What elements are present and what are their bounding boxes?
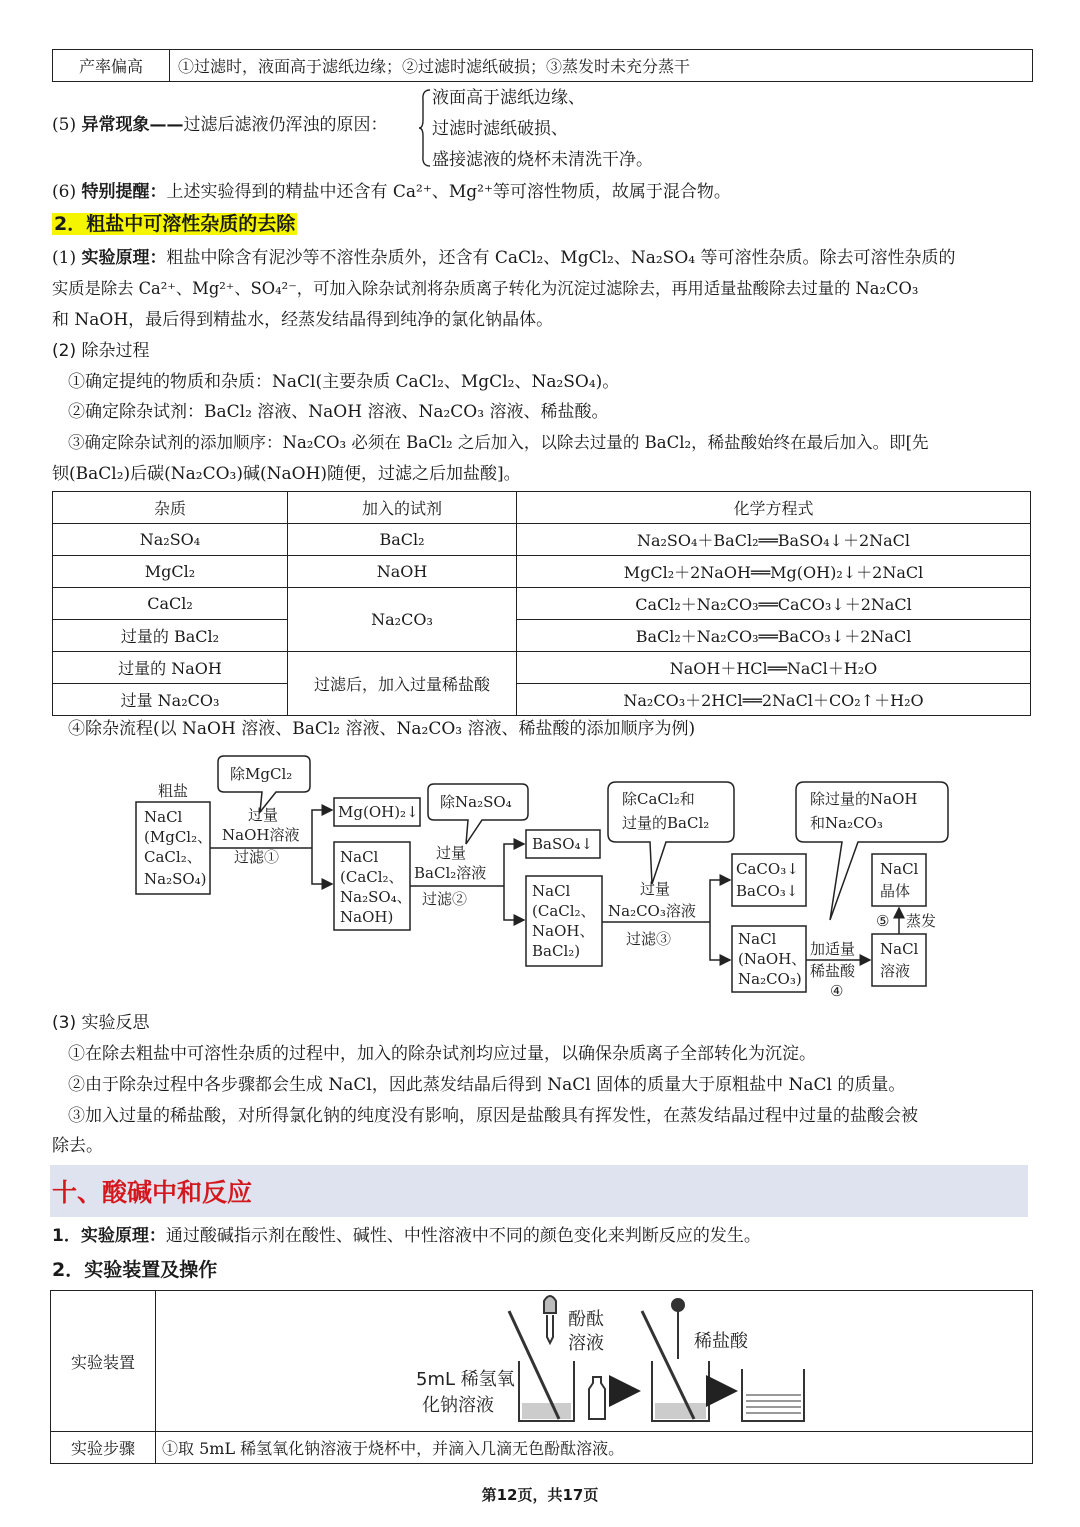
- principle2-text: 通过酸碱指示剂在酸性、碱性、中性溶液中不同的颜色变化来判断反应的发生。: [165, 1226, 761, 1246]
- flow-text: 除过量的NaOH: [810, 790, 918, 808]
- flow-text: 过量的BaCl₂: [622, 814, 710, 832]
- app-text: 稀盐酸: [694, 1331, 748, 1352]
- impurity-cell: 过量的 NaOH: [53, 652, 288, 684]
- flow-text: BaCl₂溶液: [414, 864, 487, 882]
- flow-text: NaOH、: [532, 922, 595, 940]
- principle2-line: [52, 1224, 761, 1248]
- flow-text: ⑤: [876, 912, 890, 930]
- s6-title: 特别提醒：: [81, 182, 167, 202]
- s5-prefix: (5): [52, 115, 77, 135]
- flow-text: 粗盐: [158, 782, 189, 800]
- flow-text: NaCl: [880, 940, 919, 958]
- equation-cell: BaCl₂＋Na₂CO₃══BaCO₃↓＋2NaCl: [517, 620, 1031, 652]
- brace-icon: [418, 88, 432, 168]
- flow-caption: ④除杂流程(以 NaOH 溶液、BaCl₂ 溶液、Na₂CO₃ 溶液、稀盐酸的添加顺序为例): [68, 719, 696, 739]
- process-item-3b: 钡(BaCl₂)后碳(Na₂CO₃)碱(NaOH)随便，过滤之后加盐酸]。: [52, 464, 521, 484]
- flow-text: NaOH溶液: [222, 826, 300, 844]
- apparatus-illustration: [164, 1291, 1024, 1427]
- flow-text: BaSO₄↓: [532, 835, 594, 853]
- reflection-item-3b: 除去。: [52, 1136, 103, 1156]
- equation-cell: CaCl₂＋Na₂CO₃══CaCO₃↓＋2NaCl: [517, 588, 1031, 620]
- app-text: 溶液: [568, 1333, 604, 1354]
- flow-text: 蒸发: [906, 912, 937, 930]
- flow-text: 过滤③: [626, 930, 672, 948]
- page-footer: 第12页，共17页: [481, 1486, 599, 1504]
- apparatus-image-cell: [156, 1291, 1033, 1432]
- principle2-title: 1．实验原理：: [52, 1226, 166, 1246]
- flow-text: 除MgCl₂: [230, 765, 293, 783]
- s6-line: [52, 180, 731, 204]
- flow-text: (CaCl₂、: [532, 902, 596, 920]
- flow-text: BaCl₂): [532, 942, 581, 960]
- table-row: [53, 684, 1031, 716]
- principle-prefix: (1): [52, 248, 77, 268]
- flow-text: 和Na₂CO₃: [810, 814, 883, 832]
- equation-cell: Na₂SO₄＋BaCl₂══BaSO₄↓＋2NaCl: [517, 524, 1031, 556]
- dropper-icon: [544, 1296, 556, 1313]
- app-text: 化钠溶液: [422, 1395, 494, 1416]
- flow-text: 加适量: [810, 940, 856, 958]
- app-text: 5mL 稀氢氧: [416, 1369, 515, 1390]
- flow-text: CaCl₂、: [144, 848, 202, 866]
- flow-text: ④: [830, 982, 844, 1000]
- s5-reason-1: 液面高于滤纸边缘、: [432, 88, 585, 108]
- flow-text: (MgCl₂、: [144, 828, 213, 846]
- principle-text-1: 粗盐中除含有泥沙等不溶性杂质外，还含有 CaCl₂、MgCl₂、Na₂SO₄ 等可溶性杂质。除去可溶性杂质的: [166, 248, 956, 268]
- flow-text: NaCl: [144, 808, 183, 826]
- step-label: 实验步骤: [51, 1432, 156, 1464]
- col-header-impurity: 杂质: [53, 492, 288, 524]
- flow-text: 过滤②: [422, 890, 468, 908]
- flow-text: 过滤①: [234, 848, 280, 866]
- process-item-2: ②确定除杂试剂：BaCl₂ 溶液、NaOH 溶液、Na₂CO₃ 溶液、稀盐酸。: [68, 402, 609, 422]
- flow-text: NaCl: [340, 848, 379, 866]
- flow-text: NaCl: [738, 930, 777, 948]
- flow-text: Na₂CO₃溶液: [608, 902, 696, 920]
- table-row: [53, 588, 1031, 620]
- s5-text: 过滤后滤液仍浑浊的原因：: [183, 115, 388, 135]
- flow-text: 过量: [248, 806, 279, 824]
- process-item-3a: ③确定除杂试剂的添加顺序：Na₂CO₃ 必须在 BaCl₂ 之后加入，以除去过量的 BaCl₂，稀盐酸始终在最后加入。即[先: [68, 433, 929, 452]
- apparatus-heading: 2．实验装置及操作: [52, 1259, 218, 1281]
- flow-text: NaOH): [340, 908, 394, 926]
- principle-title: 实验原理：: [81, 248, 167, 268]
- chapter-banner: [50, 1165, 1028, 1217]
- reagent-cell: Na₂CO₃: [288, 588, 517, 652]
- flow-text: 过量: [640, 880, 671, 898]
- s5-title: 异常现象——: [81, 115, 184, 135]
- table-row: [53, 524, 1031, 556]
- reflection-item-1: ①在除去粗盐中可溶性杂质的过程中，加入的除杂试剂均应过量，以确保杂质离子全部转化为沉淀。: [68, 1044, 816, 1064]
- flow-text: Na₂SO₄、: [340, 888, 412, 906]
- flow-text: 除Na₂SO₄: [440, 793, 512, 811]
- flow-text: NaCl: [880, 860, 919, 878]
- s5-reason-2: 过滤时滤纸破损、: [432, 119, 568, 139]
- bottle-icon: [589, 1377, 605, 1419]
- impurity-cell: MgCl₂: [53, 556, 288, 588]
- table-row: [53, 556, 1031, 588]
- impurity-cell: 过量的 BaCl₂: [53, 620, 288, 652]
- col-header-equation: 化学方程式: [517, 492, 1031, 524]
- impurity-cell: Na₂SO₄: [53, 524, 288, 556]
- app-text: 酚酞: [568, 1309, 604, 1330]
- apparatus-table: [50, 1290, 1033, 1464]
- flow-text: (CaCl₂、: [340, 868, 404, 886]
- impurity-table: [52, 491, 1031, 716]
- flow-text: Na₂CO₃): [738, 970, 802, 988]
- flow-text: 过量: [436, 844, 467, 862]
- flow-text: (NaOH、: [738, 950, 807, 968]
- s6-prefix: (6): [52, 182, 77, 202]
- reflection-item-2: ②由于除杂过程中各步骤都会生成 NaCl，因此蒸发结晶后得到 NaCl 固体的质量大于原粗盐中 NaCl 的质量。: [68, 1075, 906, 1095]
- yield-table: [52, 49, 1033, 82]
- equation-cell: MgCl₂＋2NaOH══Mg(OH)₂↓＋2NaCl: [517, 556, 1031, 588]
- dropper-bulb-icon: [672, 1299, 684, 1311]
- impurity-cell: CaCl₂: [53, 588, 288, 620]
- reagent-cell: NaOH: [288, 556, 517, 588]
- flow-text: Na₂SO₄): [144, 870, 207, 888]
- chapter-title: 十、酸碱中和反应: [52, 1178, 253, 1207]
- reflection-title: (3) 实验反思: [52, 1013, 150, 1033]
- principle-line-2: 实质是除去 Ca²⁺、Mg²⁺、SO₄²⁻，可加入除杂试剂将杂质离子转化为沉淀过滤除去，再用适量盐酸除去过量的 Na₂CO₃: [52, 279, 919, 298]
- flow-text: 溶液: [880, 962, 911, 980]
- principle-line-1: [52, 246, 955, 270]
- impurity-cell: 过量 Na₂CO₃: [53, 684, 288, 716]
- s6-text: 上述实验得到的精盐中还含有 Ca²⁺、Mg²⁺等可溶性物质，故属于混合物。: [166, 182, 731, 202]
- reagent-cell: 过滤后，加入过量稀盐酸: [288, 652, 517, 716]
- section-heading-text: 2．粗盐中可溶性杂质的去除: [54, 213, 296, 235]
- flow-text: 除CaCl₂和: [622, 790, 695, 808]
- process-item-1: ①确定提纯的物质和杂质：NaCl(主要杂质 CaCl₂、MgCl₂、Na₂SO₄)。: [68, 372, 620, 392]
- purification-flow-diagram: [120, 750, 960, 1000]
- table-row: [53, 620, 1031, 652]
- table-row: [53, 652, 1031, 684]
- flow-text: Mg(OH)₂↓: [338, 803, 419, 821]
- s5-reason-3: 盛接滤液的烧杯未清洗干净。: [432, 150, 653, 170]
- equation-cell: Na₂CO₃＋2HCl══2NaCl＋CO₂↑＋H₂O: [517, 684, 1031, 716]
- section-heading: [52, 210, 297, 239]
- principle-line-3: 和 NaOH，最后得到精盐水，经蒸发结晶得到纯净的氯化钠晶体。: [52, 310, 554, 330]
- reflection-item-3a: ③加入过量的稀盐酸，对所得氯化钠的纯度没有影响，原因是盐酸具有挥发性，在蒸发结晶过程中过量的盐酸会被: [68, 1106, 918, 1126]
- s5-line: [52, 113, 388, 137]
- flow-text: NaCl: [532, 882, 571, 900]
- col-header-reagent: 加入的试剂: [288, 492, 517, 524]
- step-content: ①取 5mL 稀氢氧化钠溶液于烧杯中，并滴入几滴无色酚酞溶液。: [156, 1432, 1033, 1464]
- apparatus-label: 实验装置: [51, 1291, 156, 1432]
- process-title: (2) 除杂过程: [52, 341, 150, 361]
- flow-text: 晶体: [880, 882, 911, 900]
- flow-text: BaCO₃↓: [736, 882, 799, 900]
- equation-cell: NaOH＋HCl══NaCl＋H₂O: [517, 652, 1031, 684]
- yield-label: 产率偏高: [53, 50, 170, 82]
- flow-text: 稀盐酸: [810, 962, 856, 980]
- yield-content: ①过滤时，液面高于滤纸边缘；②过滤时滤纸破损；③蒸发时未充分蒸干: [170, 50, 1033, 82]
- flow-text: CaCO₃↓: [736, 860, 799, 878]
- reagent-cell: BaCl₂: [288, 524, 517, 556]
